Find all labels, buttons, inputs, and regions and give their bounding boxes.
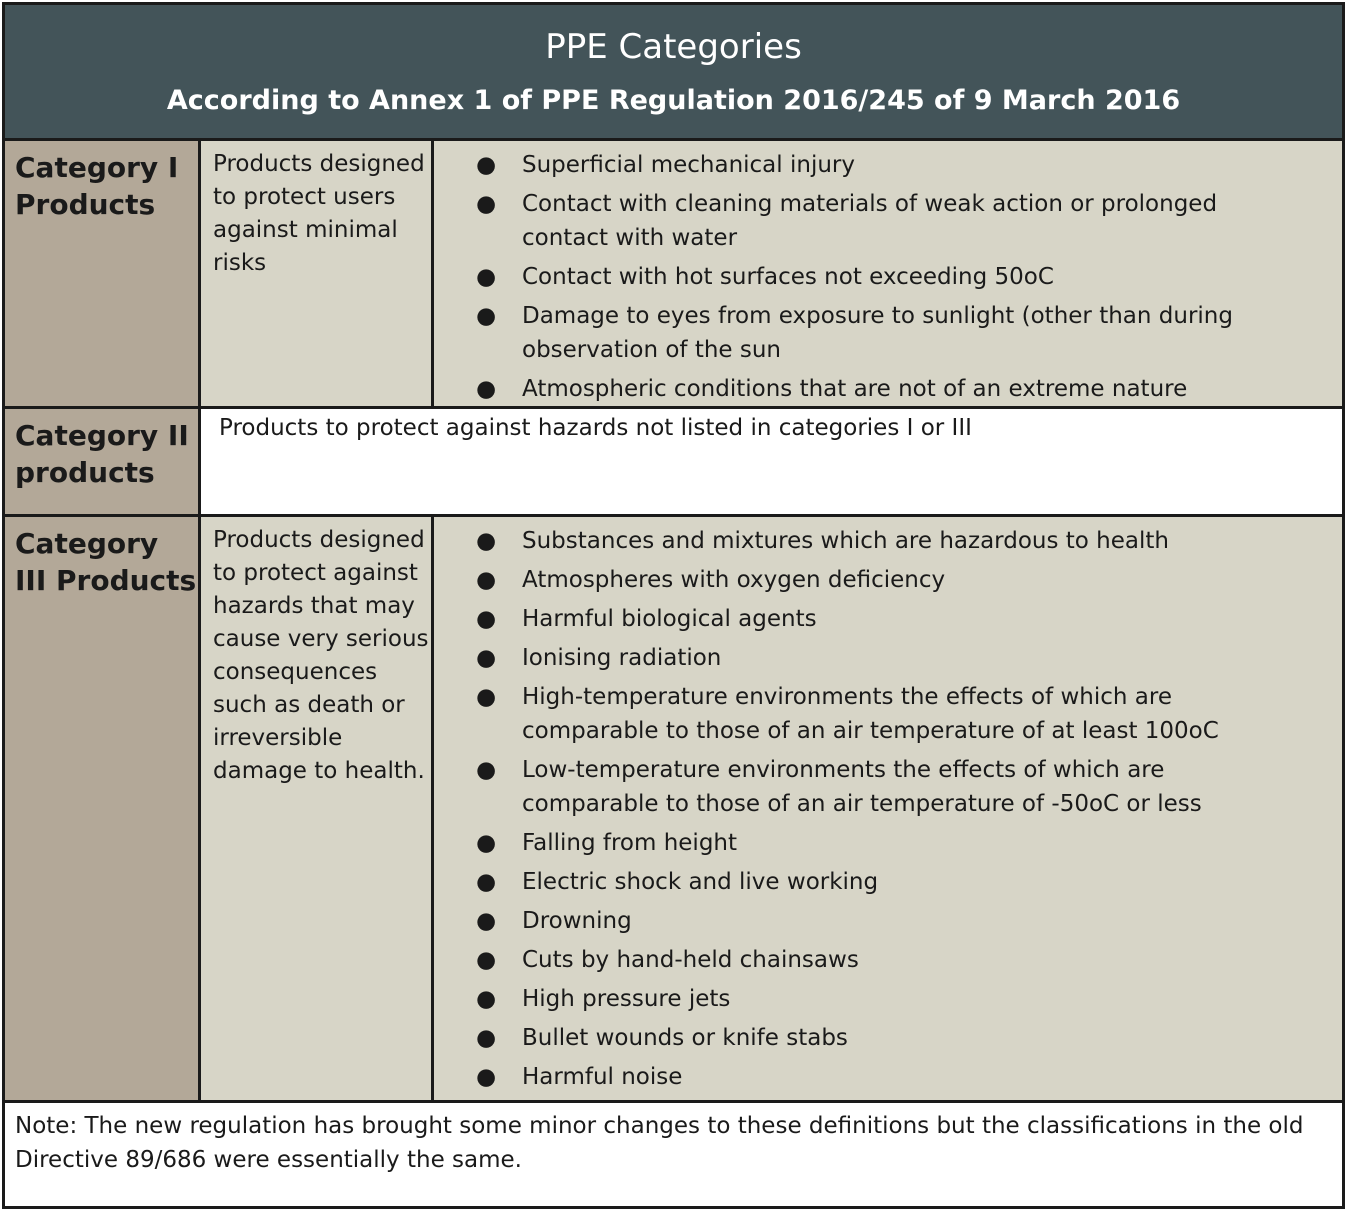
ppe-categories-table (2, 2, 1345, 1209)
page-title: PPE Categories (545, 27, 802, 67)
bullet-icon: ● (476, 908, 497, 934)
bullet-icon: ● (476, 947, 497, 973)
list-item: ● Low-temperature environments the effects of which are comparable to those of an air temperature of -50oC or less (434, 753, 1342, 821)
list-item: ● Contact with hot surfaces not exceeding 50oC (434, 260, 1342, 294)
page-subtitle: According to Annex 1 of PPE Regulation 2016/245 of 9 March 2016 (166, 85, 1181, 116)
list-item: ● Atmospheres with oxygen deficiency (434, 563, 1342, 597)
bullet-icon: ● (476, 152, 497, 178)
bullet-icon: ● (476, 303, 497, 329)
bullet-icon: ● (476, 1025, 497, 1051)
list-item: ● Bullet wounds or knife stabs (434, 1021, 1342, 1055)
category-1-description: Products designed to protect users against minimal risks (201, 141, 434, 409)
list-item: ● Damage to eyes from exposure to sunlight (other than during observation of the sun (434, 299, 1342, 367)
category-2-description: Products to protect against hazards not listed in categories I or III (201, 409, 1342, 517)
bullet-icon: ● (476, 606, 497, 632)
bullet-icon: ● (476, 264, 497, 290)
bullet-icon: ● (476, 528, 497, 554)
bullet-icon: ● (476, 376, 497, 402)
list-item: ● Harmful biological agents (434, 602, 1342, 636)
category-3-label: Category III Products (5, 517, 201, 1103)
list-item: ● Falling from height (434, 826, 1342, 860)
category-2-row (5, 406, 1342, 517)
bullet-icon: ● (476, 986, 497, 1012)
bullet-icon: ● (476, 757, 497, 783)
category-1-label: Category I Products (5, 141, 201, 409)
category-3-description: Products designed to protect against hazards that may cause very serious consequences such as death or irreversible damage to health. (201, 517, 434, 1103)
list-item: ● Harmful noise (434, 1060, 1342, 1094)
table-header (5, 5, 1342, 138)
list-item: ● Drowning (434, 904, 1342, 938)
list-item: ● High pressure jets (434, 982, 1342, 1016)
bullet-icon: ● (476, 567, 497, 593)
list-item: ● Electric shock and live working (434, 865, 1342, 899)
list-item: ● Contact with cleaning materials of weak action or prolonged contact with water (434, 187, 1342, 255)
list-item: ● High-temperature environments the effects of which are comparable to those of an air temperature of at least 100oC (434, 680, 1342, 748)
category-1-hazard-list (434, 141, 1342, 409)
bullet-icon: ● (476, 869, 497, 895)
bullet-icon: ● (476, 830, 497, 856)
bullet-icon: ● (476, 645, 497, 671)
bullet-icon: ● (476, 191, 497, 217)
list-item: ● Cuts by hand-held chainsaws (434, 943, 1342, 977)
list-item: ● Atmospheric conditions that are not of an extreme nature (434, 372, 1342, 406)
bullet-icon: ● (476, 1064, 497, 1090)
category-2-label: Category II products (5, 409, 201, 517)
category-3-row (5, 514, 1342, 1103)
list-item: ● Ionising radiation (434, 641, 1342, 675)
footnote: Note: The new regulation has brought some minor changes to these definitions but the classifications in the old Directive 89/686 were essentially the same. (5, 1100, 1342, 1206)
list-item: ● Superficial mechanical injury (434, 148, 1342, 182)
list-item: ● Substances and mixtures which are hazardous to health (434, 524, 1342, 558)
category-3-hazard-list (434, 517, 1342, 1103)
category-1-row (5, 138, 1342, 409)
bullet-icon: ● (476, 684, 497, 710)
